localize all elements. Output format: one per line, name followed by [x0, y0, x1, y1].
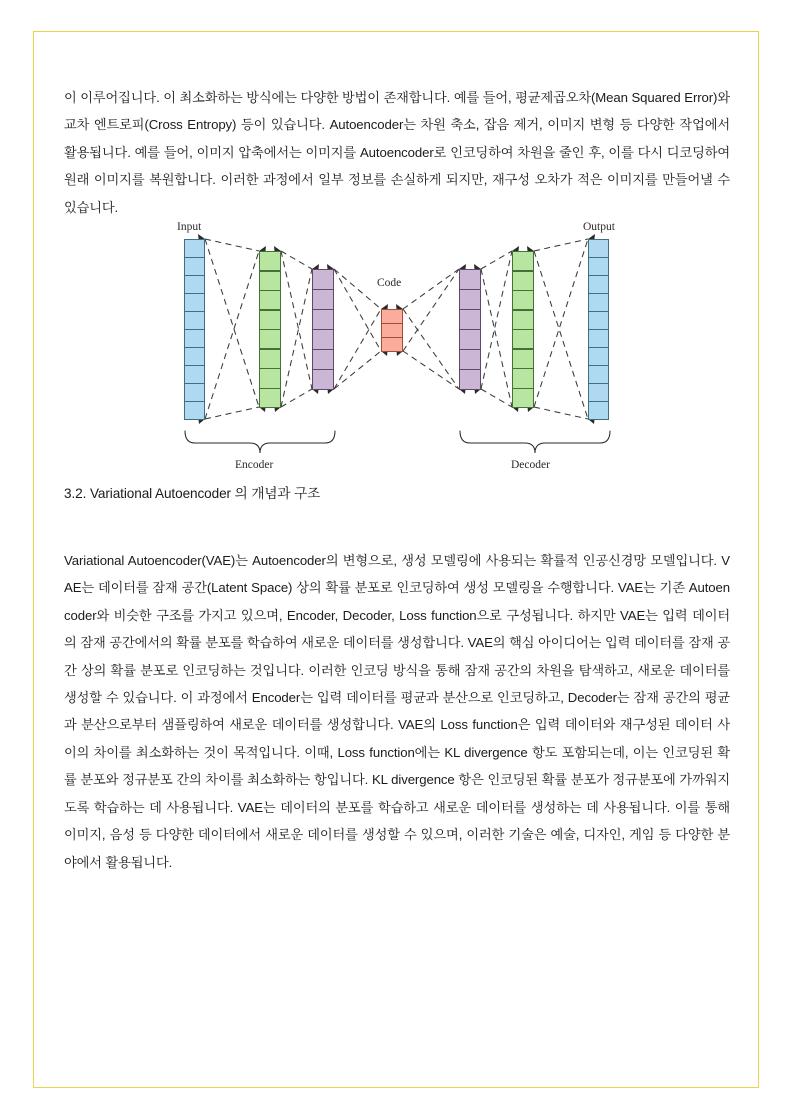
figure-label-decoder: Decoder [511, 459, 550, 472]
section-heading-3-2: 3.2. Variational Autoencoder 의 개념과 구조 [64, 486, 321, 502]
figure-label-encoder: Encoder [235, 459, 274, 472]
layer-enc-h1 [259, 251, 281, 408]
layer-code [381, 309, 403, 352]
diagram-connections [64, 221, 730, 483]
heading-spacer [64, 505, 730, 547]
layer-enc-h2 [312, 269, 334, 390]
layer-input [184, 239, 205, 420]
figure-label-output: Output [583, 221, 615, 234]
decoder-brace [460, 431, 610, 453]
autoencoder-diagram-figure [64, 221, 730, 483]
layer-dec-h2 [512, 251, 534, 408]
paragraph-intro: 이 이루어집니다. 이 최소화하는 방식에는 다양한 방법이 존재합니다. 예를 들어, 평균제곱오차(Mean Squared Error)와 교차 엔트로피(Cross Entropy) 등이 있습니다. Autoencoder는 차원 축소, 잡음 제거, 이미지 변형 등 다양한 작업에서 활용됩니다. 예를 들어, 이미지 압축에서는 이미지를 Autoencoder로 인코딩하여 차원을 줄인 후, 이를 다시 디코딩하여 원래 이미지를 복원합니다. 이러한 과정에서 일부 정보를 손실하게 되지만, 재구성 오차가 적은 이미지를 만들어낼 수 있습니다. [64, 90, 730, 215]
layer-output [588, 239, 609, 420]
figure-label-code: Code [377, 277, 402, 290]
document-page [33, 31, 759, 1088]
paragraph-vae: Variational Autoencoder(VAE)는 Autoencoder의 변형으로, 생성 모델링에 사용되는 확률적 인공신경망 모델입니다. VAE는 데이터를 잠재 공간(Latent Space) 상의 확률 분포로 인코딩하여 생성 모델링을 수행합니다. VAE는 기존 Autoencoder와 비슷한 구조를 가지고 있으며, Encoder, Decoder, Loss function으로 구성됩니다. 하지만 VAE는 입력 데이터의 잠재 공간에서의 확률 분포를 학습하여 새로운 데이터를 생성합니다. VAE의 핵심 아이디어는 입력 데이터를 잠재 공간 상의 확률 분포로 인코딩하는 것입니다. 이러한 인코딩 방식을 통해 잠재 공간의 차원을 탐색하고, 새로운 데이터를 생성할 수 있습니다. 이 과정에서 Encoder는 입력 데이터를 평균과 분산으로 인코딩하고, Decoder는 잠재 공간의 평균과 분산으로부터 샘플링하여 새로운 데이터를 생성합니다. VAE의 Loss function은 입력 데이터와 재구성된 데이터 사이의 차이를 최소화하는 것이 목적입니다. 이때, Loss function에는 KL divergence 항도 포함되는데, 이는 인코딩된 확률 분포와 정규분포 간의 차이를 최소화하는 항입니다. KL divergence 항은 인코딩된 확률 분포가 정규분포에 가까워지도록 학습하는 데 사용됩니다. VAE는 데이터의 분포를 학습하고 새로운 데이터를 생성하는 데 사용됩니다. 이를 통해 이미지, 음성 등 다양한 데이터에서 새로운 데이터를 생성할 수 있으며, 이러한 기술은 예술, 디자인, 게임 등 다양한 분야에서 활용됩니다. [64, 553, 730, 870]
page-content [64, 84, 730, 876]
figure-label-input: Input [177, 221, 202, 234]
layer-dec-h1 [459, 269, 481, 390]
encoder-brace [185, 431, 335, 453]
